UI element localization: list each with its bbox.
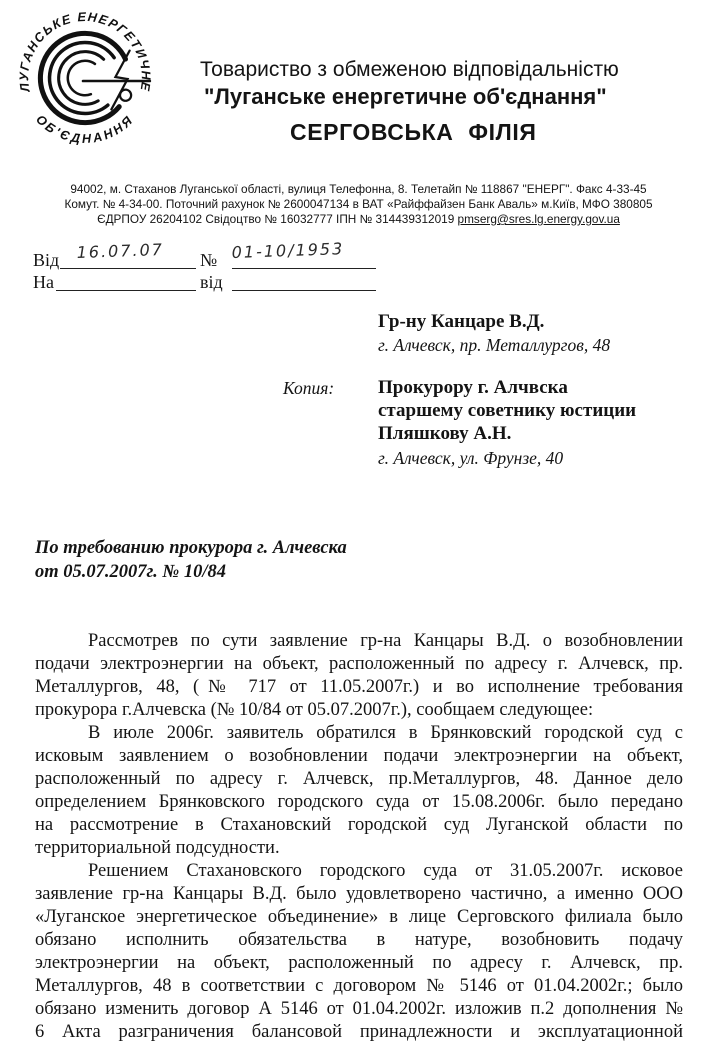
reply-label: На	[33, 272, 54, 292]
requisites-codes: ЄДРПОУ 26204102 Свідоцтво № 16032777 ІПН № 314439312019	[97, 212, 455, 226]
body-line: электроэнергии на объект, расположенный по адресу г. Алчевск, пр.	[35, 953, 683, 973]
body-line: подачи электроэнергии на объект, расположенный по адресу г. Алчевск, пр.	[35, 654, 683, 674]
from-label: Від	[33, 250, 60, 270]
body-line: Металлургов, 48 в соответствии с договором № 5146 от 01.04.2002г.; было	[35, 976, 683, 996]
body-line: В июле 2006г. заявитель обратился в Брянковский городской суд с	[88, 723, 683, 743]
body-line: Металлургов, 48, (№ 717 от 11.05.2007г.) и во исполнение требования	[35, 677, 683, 697]
body-line: прокурора г.Алчевска (№ 10/84 от 05.07.2007г.), сообщаем следующее:	[35, 700, 594, 720]
subject-line: По требованию прокурора г. Алчевска	[35, 538, 347, 558]
body-line: исковым заявлением о возобновлении подачи электроэнергии на объект,	[35, 746, 683, 766]
copy-recipient-line: Прокурору г. Алчвска	[378, 377, 568, 398]
body-line: на рассмотрение в Стахановский городской суд Луганской области по	[35, 815, 683, 835]
svg-text:ОБ'ЄДНАННЯ	[33, 112, 137, 146]
body-line: территориальной подсудности.	[35, 838, 280, 858]
reply-number-line	[56, 270, 196, 291]
org-type: Товариство з обмеженою відповідальністю	[200, 58, 619, 81]
body-line: обязано изменить договор А 5146 от 01.04.2002г. изложив п.2 дополнения №	[35, 999, 683, 1019]
body-line: обязано исполнить обязательства в натуре, возобновить подачу	[35, 930, 683, 950]
body-line: определением Брянковского городского суда от 15.08.2006г. было передано	[35, 792, 683, 812]
copy-recipient-address: г. Алчевск, ул. Фрунзе, 40	[378, 448, 564, 468]
org-name: "Луганське енергетичне об'єднання"	[204, 84, 607, 109]
number-label: №	[200, 250, 218, 270]
body-line: «Луганское энергетическое объединение» в лице Серговского филиала было	[35, 907, 683, 927]
copy-recipient-line: Пляшкову А.Н.	[378, 423, 512, 444]
body-line: расположенный по адресу г. Алчевск, пр.Металлургов, 48. Данное дело	[35, 769, 683, 789]
addressee-name: Гр-ну Канцаре В.Д.	[378, 311, 545, 332]
body-paragraph	[35, 630, 683, 722]
outgoing-date-handwritten: 16.07.07	[76, 239, 165, 262]
body-line: Рассмотрев по сути заявление гр-на Канцары В.Д. о возобновлении	[88, 631, 683, 651]
company-email: pmserg@sres.lg.energy.gov.ua	[457, 212, 620, 226]
logo-top-text: ЛУГАНСЬКЕ ЕНЕРГЕТИЧНЕ	[17, 9, 153, 93]
company-requisites	[0, 182, 717, 227]
requisites-line: Комут. № 4-34-00. Поточний рахунок № 2600047134 в ВАТ «Райффайзен Банк Аваль» м.Київ, МФО 380805	[64, 197, 653, 211]
body-paragraph	[35, 722, 683, 860]
body-paragraph	[35, 860, 683, 1044]
company-logo	[14, 6, 156, 150]
subject-line: от 05.07.2007г. № 10/84	[35, 562, 227, 582]
logo-bottom-text: ОБ'ЄДНАННЯ	[33, 112, 137, 147]
letter-body	[35, 630, 683, 1044]
branch-name: СЕРГОВСЬКА ФІЛІЯ	[290, 119, 537, 145]
body-line: Решением Стахановского городского суда от 31.05.2007г. исковое	[88, 861, 683, 881]
copy-recipient-line: старшему советнику юстиции	[378, 400, 637, 421]
copy-label: Копия:	[283, 378, 335, 398]
requisites-line: 94002, м. Стаханов Луганської області, вулиця Телефонна, 8. Телетайп № 118867 "ЕНЕРГ". Факс 4-33-45	[70, 182, 647, 196]
requisites-line	[0, 212, 717, 227]
reply-date-line	[232, 270, 376, 291]
body-line: заявление гр-на Канцары В.Д. было удовлетворено частично, а именно ООО	[35, 884, 683, 904]
addressee-address: г. Алчевск, пр. Металлургов, 48	[378, 335, 611, 355]
body-line: 6 Акта разграничения балансовой принадлежности и эксплуатационной	[35, 1022, 683, 1042]
reply-date-label: від	[200, 272, 223, 292]
outgoing-number-handwritten: 01-10/1953	[231, 239, 345, 262]
